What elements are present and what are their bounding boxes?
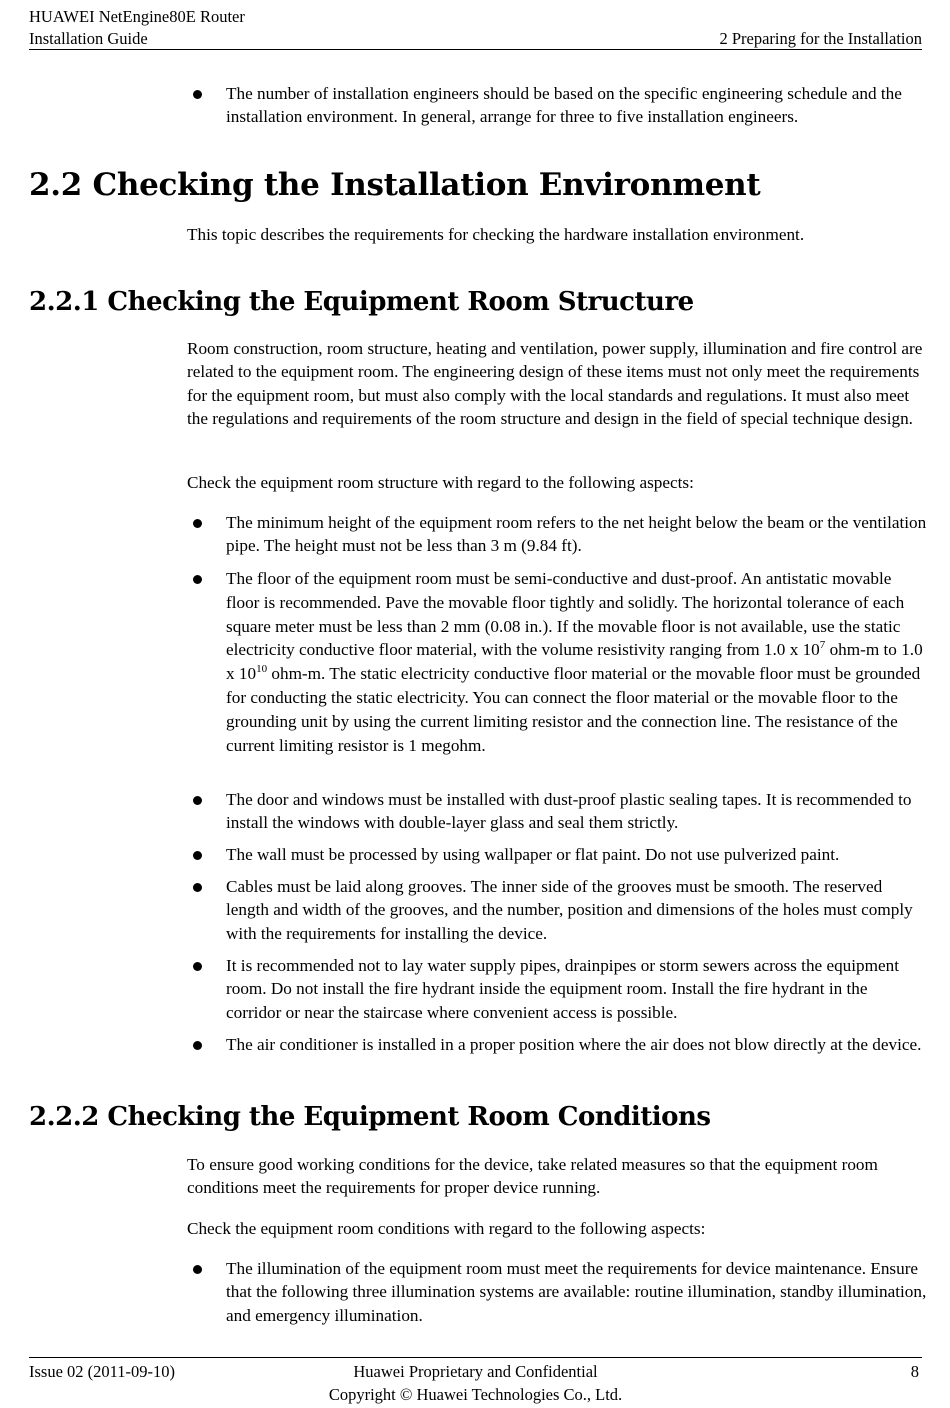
- bullet-dot: [193, 1041, 202, 1050]
- header-doc-title: Installation Guide: [29, 29, 148, 48]
- header-divider: [29, 49, 922, 50]
- page-number: 8: [910, 1362, 919, 1381]
- bullet-dot: [193, 851, 202, 860]
- bullet-air-conditioner: [187, 1033, 927, 1056]
- bullet-dot: [193, 1265, 202, 1274]
- bullet-engineers: [187, 82, 927, 129]
- bullet-text: The door and windows must be installed with dust-proof plastic sealing tapes. It is recommended to install the windows with double-layer glass and seal them strictly.: [226, 790, 912, 833]
- bullet-text: The number of installation engineers should be based on the specific engineering schedule and the installation environment. In general, arrange for three to five installation engineers.: [226, 84, 902, 127]
- footer-proprietary: Huawei Proprietary and Confidential: [353, 1362, 598, 1381]
- room-conditions-paragraph: To ensure good working conditions for the device, take related measures so that the equipment room conditions meet the requirements for proper device running.: [187, 1155, 878, 1198]
- bullet-text: The minimum height of the equipment room refers to the net height below the beam or the ventilation pipe. The height must not be less than 3 m (9.84 ft).: [226, 513, 927, 556]
- header-chapter: 2 Preparing for the Installation: [719, 29, 922, 48]
- room-conditions-aspects-intro: Check the equipment room conditions with regard to the following aspects:: [187, 1219, 706, 1238]
- bullet-text: The air conditioner is installed in a proper position where the air does not blow directly at the device.: [226, 1035, 922, 1054]
- section-2-2-1-heading: 2.2.1 Checking the Equipment Room Structure: [29, 287, 694, 317]
- bullet-water-pipes: [187, 954, 927, 1024]
- footer-divider: [29, 1357, 922, 1358]
- bullet-dot: [193, 962, 202, 971]
- bullet-text: Cables must be laid along grooves. The inner side of the grooves must be smooth. The reserved length and width of the grooves, and the number, position and dimensions of the holes must comply with the requirements for installing the device.: [226, 877, 913, 943]
- floor-exponent-1: 7: [819, 639, 826, 652]
- bullet-text: [226, 567, 927, 757]
- room-structure-paragraph: Room construction, room structure, heating and ventilation, power supply, illumination and fire control are related to the equipment room. The engineering design of these items must not only meet the requirements for the equipment room, but must also comply with the local standards and regulations. It must also meet the regulations and requirements of the room structure and design in the field of special technique design.: [187, 339, 923, 429]
- floor-text-part2: ohm-m to 1.0 x 10: [226, 640, 923, 684]
- bullet-cables: [187, 875, 927, 945]
- section-2-2-intro: This topic describes the requirements for checking the hardware installation environment.: [187, 225, 805, 244]
- floor-exponent-2: 10: [256, 663, 268, 676]
- bullet-dot: [193, 519, 202, 528]
- floor-text-part1: The floor of the equipment room must be semi-conductive and dust-proof. An antistatic movable floor is recommended. Pave the movable floor tightly and solidly. The horizontal tolerance of each square meter must be less than 2 mm (0.08 in.). If the movable floor is not available, use the static electricity conductive floor material, with the volume resistivity ranging from 1.0 x 10: [226, 569, 905, 660]
- bullet-dot: [193, 90, 202, 99]
- section-2-2-heading: 2.2 Checking the Installation Environment: [29, 167, 761, 203]
- bullet-text: The wall must be processed by using wallpaper or flat paint. Do not use pulverized paint.: [226, 845, 840, 864]
- room-structure-aspects-intro: Check the equipment room structure with regard to the following aspects:: [187, 473, 694, 492]
- bullet-door-windows: [187, 788, 927, 835]
- bullet-text: The illumination of the equipment room must meet the requirements for device maintenance. Ensure that the following three illumination systems are available: routine illumination, standby illumination, and emergency illumination.: [226, 1259, 927, 1325]
- bullet-illumination: [187, 1257, 927, 1327]
- bullet-dot: [193, 575, 202, 584]
- bullet-room-height: [187, 511, 927, 558]
- header-product: HUAWEI NetEngine80E Router: [29, 7, 245, 26]
- page-header: [29, 6, 922, 50]
- section-2-2-2-heading: 2.2.2 Checking the Equipment Room Conditions: [29, 1102, 711, 1132]
- footer-center-block: [29, 1360, 922, 1406]
- footer-copyright: Copyright © Huawei Technologies Co., Ltd.: [328, 1385, 623, 1404]
- footer-issue: Issue 02 (2011-09-10): [29, 1362, 176, 1381]
- bullet-dot: [193, 883, 202, 892]
- bullet-text: It is recommended not to lay water supply pipes, drainpipes or storm sewers across the equipment room. Do not install the fire hydrant inside the equipment room. Install the fire hydrant in the corridor or near the staircase where convenient access is possible.: [226, 956, 900, 1022]
- floor-text-part3: ohm-m. The static electricity conductive floor material or the movable floor must be grounded for conducting the static electricity. You can connect the floor material or the movable floor to the grounding unit by using the current limiting resistor and the connection line. The resistance of the current limiting resistor is 1 megohm.: [226, 664, 921, 755]
- bullet-dot: [193, 796, 202, 805]
- bullet-floor: [187, 567, 927, 757]
- bullet-wall: [187, 843, 927, 866]
